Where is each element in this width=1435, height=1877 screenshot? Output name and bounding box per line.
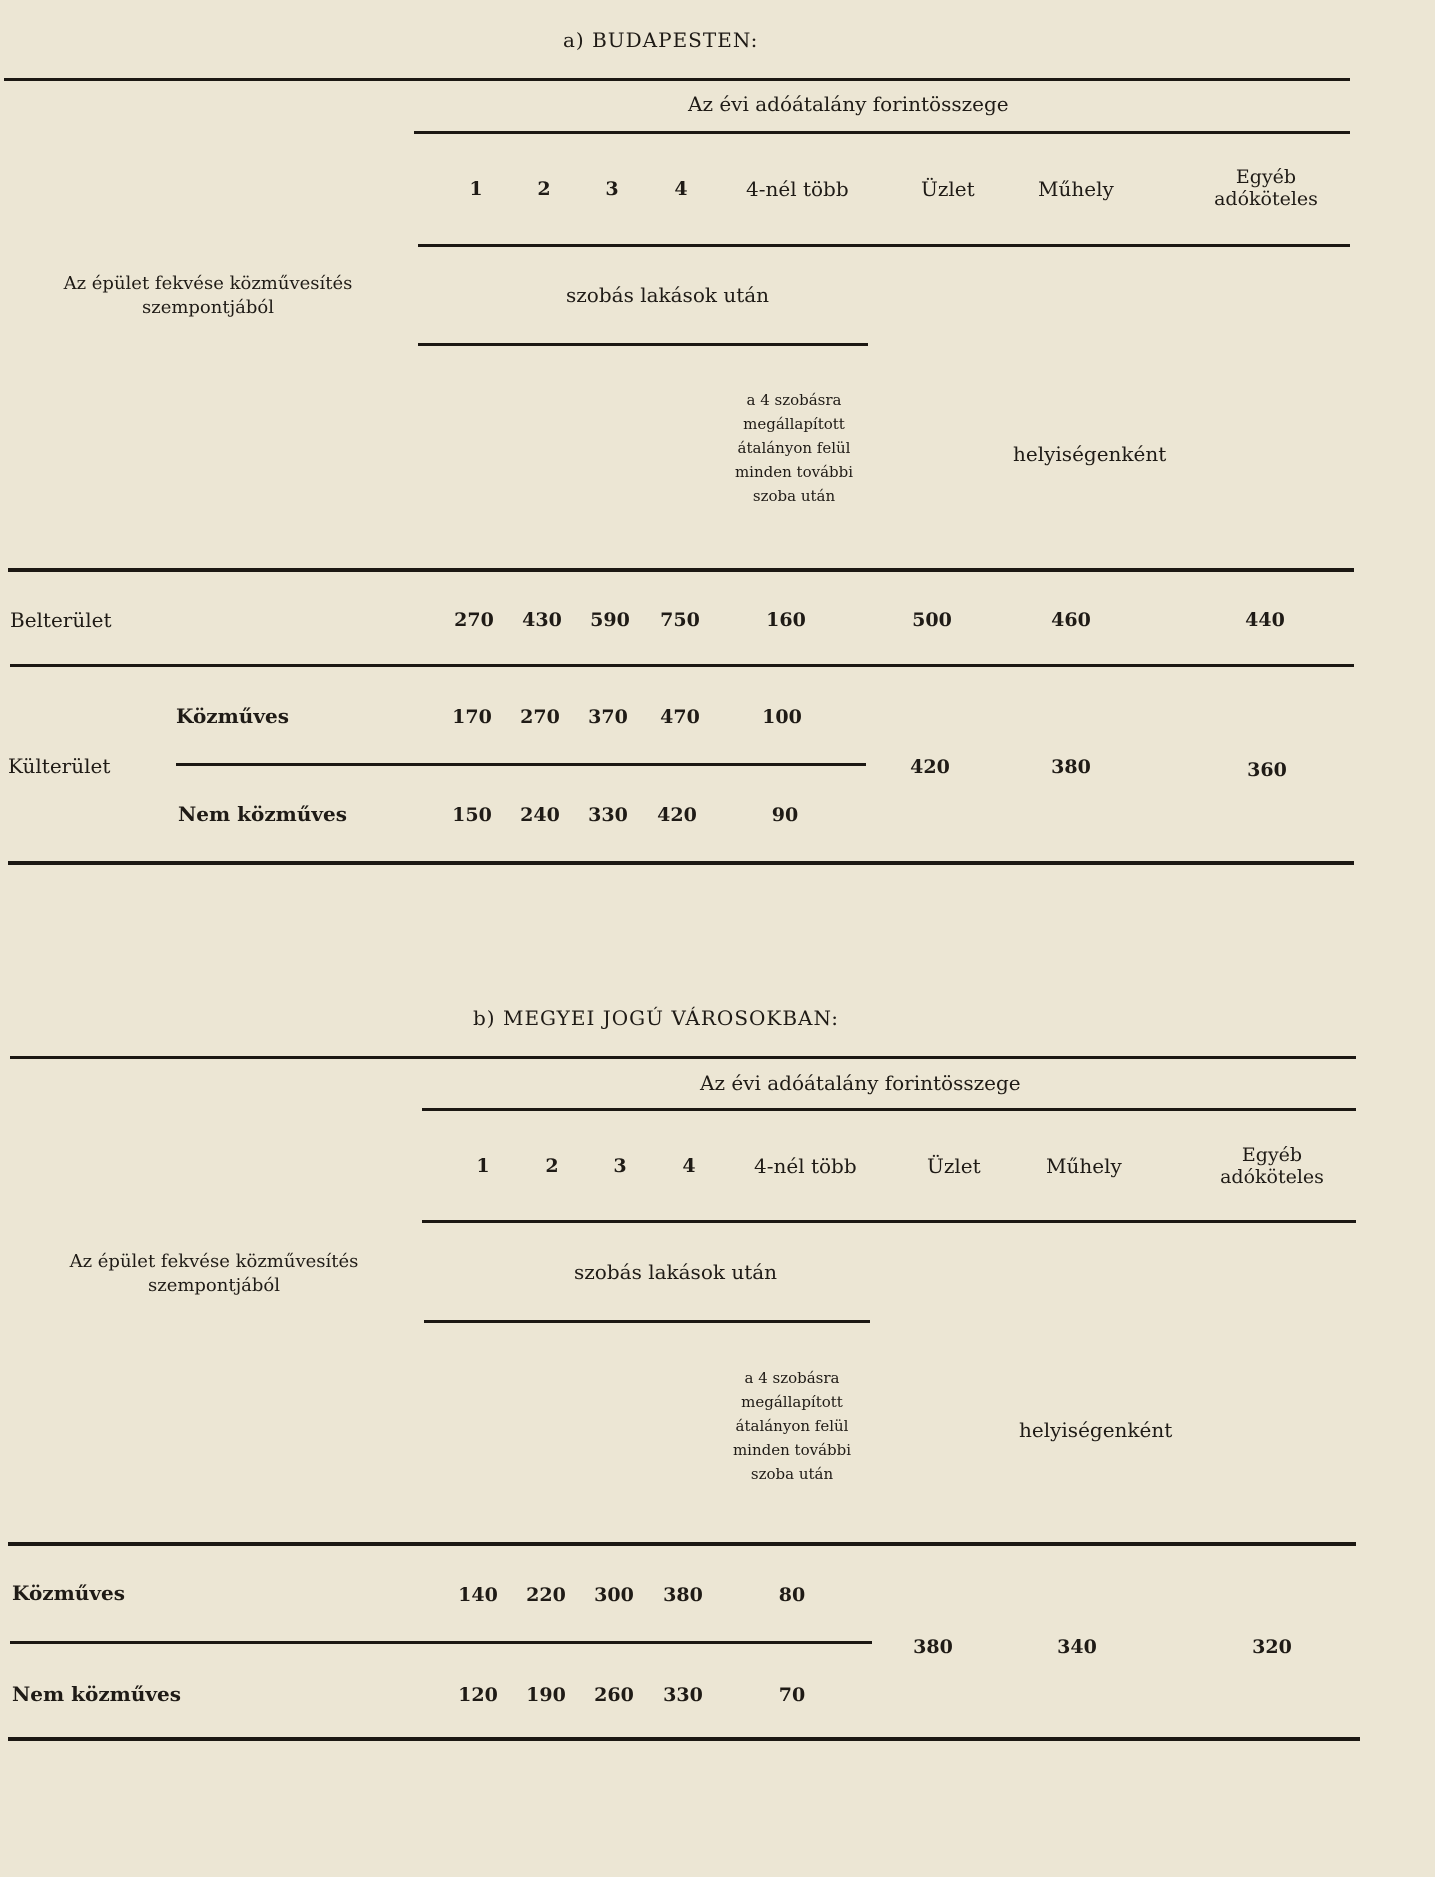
header-main: Az évi adóátalány forintösszege [688,92,1009,116]
cell: 240 [520,804,560,826]
col-muhely: Műhely [1038,177,1114,201]
col-3: 3 [613,1155,627,1177]
cell: 140 [458,1584,498,1606]
rule-cols [422,1220,1356,1223]
cell: 420 [657,804,697,826]
rule-split [10,1641,872,1644]
row-label: Közműves [12,1581,125,1605]
rule-body-top [8,1542,1356,1546]
col-1: 1 [476,1155,490,1177]
col-uzlet: Üzlet [921,177,975,201]
cell: 100 [762,706,802,728]
col-4: 4 [682,1155,696,1177]
cell: 70 [778,1684,806,1706]
row-label: Külterület [8,754,111,778]
cell: 330 [588,804,628,826]
sub-helyiseg: helyiségenként [1019,1418,1173,1442]
col-muhely: Műhely [1046,1154,1122,1178]
rule-top [4,78,1350,81]
cell: 120 [458,1684,498,1706]
cell: 340 [1057,1636,1097,1658]
col-egyeb: Egyéb adóköteles [1214,166,1318,210]
rule-szobas [424,1320,870,1323]
cell: 380 [913,1636,953,1658]
rule-cols [418,244,1350,247]
cell: 320 [1252,1636,1292,1658]
col-egyeb: Egyéb adóköteles [1220,1144,1324,1188]
rule-header [422,1108,1356,1111]
cell: 420 [910,756,950,778]
cell: 300 [594,1584,634,1606]
sub-szobas: szobás lakások után [566,283,770,307]
col-more: 4-nél több [746,177,849,201]
row-label: Nem közműves [12,1682,181,1706]
rule-kulterulet-split [176,763,866,766]
rule-header [414,131,1350,134]
cell: 330 [663,1684,703,1706]
cell: 190 [526,1684,566,1706]
rule-szobas [418,343,868,346]
cell: 150 [452,804,492,826]
header-main: Az évi adóátalány forintösszege [700,1071,1021,1095]
rule-top [10,1056,1356,1059]
row-sublabel: Közműves [176,704,289,728]
rule-bottom [8,1737,1360,1741]
sub-helyiseg: helyiségenként [1013,442,1167,466]
rule-body-top [8,568,1354,572]
cell: 370 [588,706,628,728]
col-2: 2 [545,1155,559,1177]
rule-bottom [8,861,1354,865]
cell: 750 [660,609,700,631]
cell: 160 [766,609,806,631]
cell: 430 [522,609,562,631]
cell: 380 [1051,756,1091,778]
cell: 260 [594,1684,634,1706]
cell: 90 [771,804,799,826]
cell: 470 [660,706,700,728]
col-uzlet: Üzlet [927,1154,981,1178]
row-sublabel: Nem közműves [178,802,347,826]
cell: 170 [452,706,492,728]
col-1: 1 [469,178,483,200]
cell: 270 [454,609,494,631]
col-3: 3 [605,178,619,200]
cell: 460 [1051,609,1091,631]
sub-szobas: szobás lakások után [574,1260,778,1284]
col-2: 2 [537,178,551,200]
cell: 500 [912,609,952,631]
cell: 590 [590,609,630,631]
cell: 360 [1247,759,1287,781]
cell: 380 [663,1584,703,1606]
row-header: Az épület fekvése közművesítés szempontjából [69,1251,359,1296]
col-4: 4 [674,178,688,200]
sub-note: a 4 szobásra megállapított átalányon felül minden további szoba után [732,1369,852,1483]
row-header: Az épület fekvése közművesítés szempontjából [63,273,353,318]
sub-note: a 4 szobásra megállapított átalányon felül minden további szoba után [734,391,854,505]
col-more: 4-nél több [754,1154,857,1178]
cell: 220 [526,1584,566,1606]
section-a-title: a) BUDAPESTEN: [563,28,759,52]
section-b-title: b) MEGYEI JOGÚ VÁROSOKBAN: [473,1006,840,1030]
cell: 80 [778,1584,806,1606]
cell: 440 [1245,609,1285,631]
cell: 270 [520,706,560,728]
rule-belterulet [10,664,1354,667]
row-label: Belterület [10,608,112,632]
